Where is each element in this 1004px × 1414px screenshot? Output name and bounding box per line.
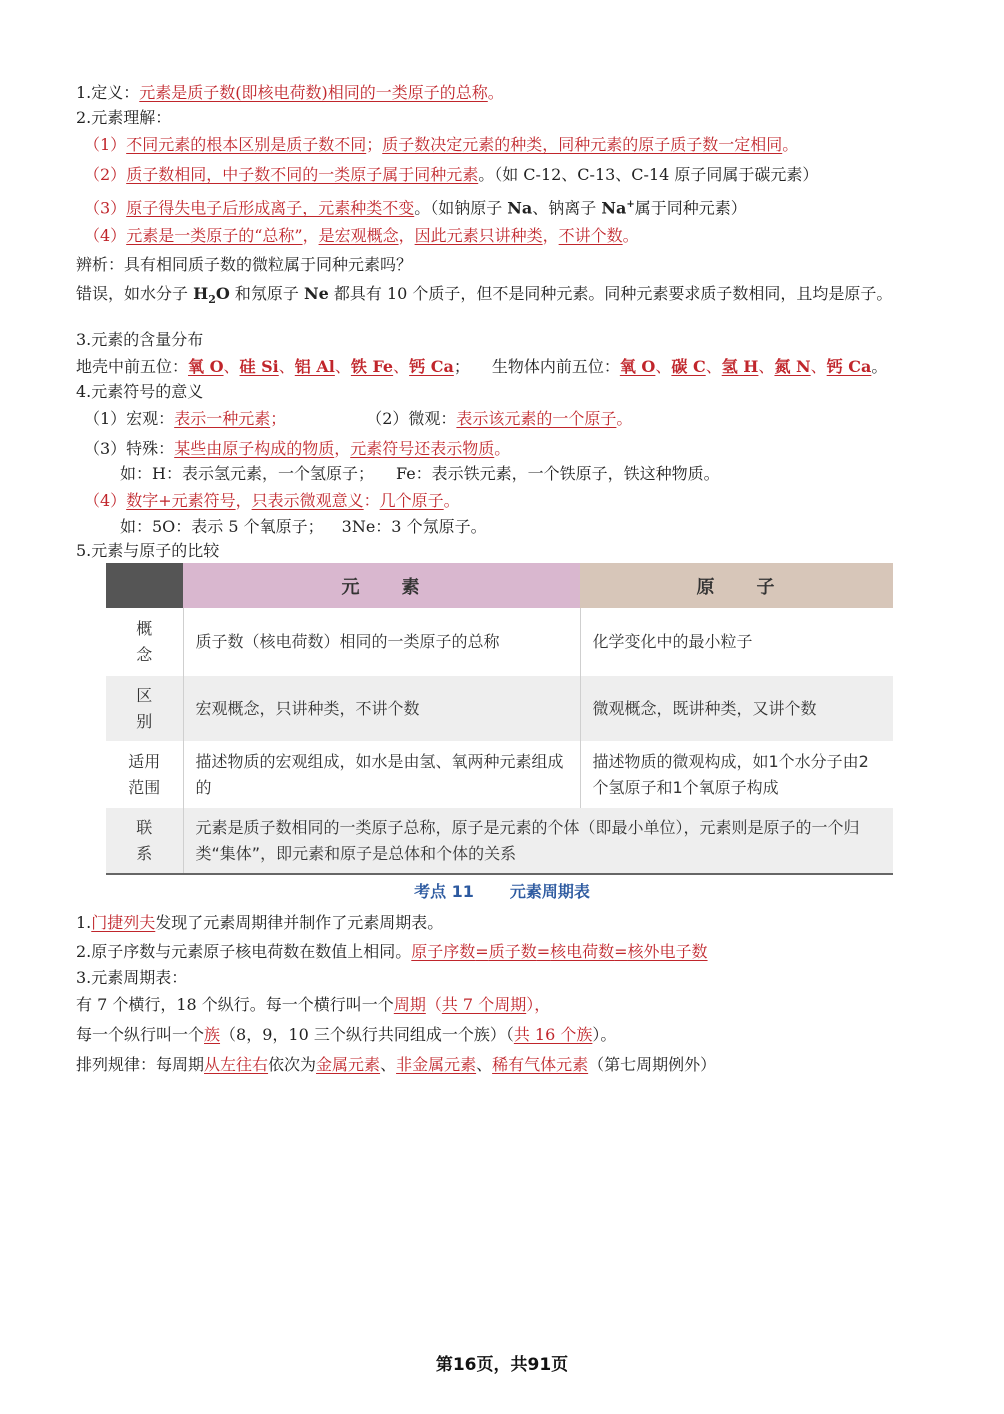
line-rest: 发现了元素周期律并制作了元素周期表。	[155, 913, 444, 932]
periodic-line-5	[76, 1024, 616, 1046]
item-number: （1）	[84, 135, 127, 154]
mendeleev: 门捷列夫	[91, 913, 156, 932]
sep: ，	[398, 226, 415, 245]
eq-sign: =	[614, 942, 628, 961]
semicolon: ；	[453, 357, 470, 376]
line-number: 1.	[76, 913, 92, 932]
atom-cell: 微观概念，既讲种类，又讲个数	[580, 676, 893, 741]
page-footer: 第16页，共91页	[435, 1355, 569, 1375]
item-2-rest: 。（如 C-12、C-13、C-14 原子同属于碳元素）	[478, 165, 819, 184]
symbol-item-4	[84, 490, 460, 512]
metal: 金属元素	[316, 1055, 381, 1074]
exception-note: （第七周期例外）	[588, 1055, 717, 1074]
answer-part-a: 错误，如水分子	[76, 284, 194, 303]
section-name: 元素周期表	[509, 882, 590, 901]
label-line: 适用	[128, 751, 161, 771]
bio-label: 生物体内前五位：	[491, 357, 620, 376]
eq-term: 质子数	[488, 942, 537, 961]
line-prefix: 每一个纵行叫一个	[76, 1025, 205, 1044]
periodic-line-4	[76, 994, 550, 1016]
sep: 、	[334, 357, 351, 376]
label-line: 概	[136, 619, 153, 638]
water-subscript: 2	[208, 293, 216, 307]
element-cell: 宏观概念，只讲种类，不讲个数	[183, 676, 580, 741]
abundance-line	[76, 356, 887, 378]
table-row	[106, 741, 893, 808]
example-3ne: 3Ne：3 个氖原子。	[341, 517, 487, 536]
symbol-special	[84, 438, 510, 460]
macro-text: 表示一种元素	[174, 409, 271, 428]
bio-item: 氧 O	[619, 357, 656, 376]
paren: ），	[526, 995, 551, 1014]
eq-sign: =	[475, 942, 489, 961]
sep: 、	[223, 357, 240, 376]
sep: ；	[270, 409, 287, 428]
relation-cell: 元素是质子数相同的一类原子总称，原子是元素的个体（即最小单位），元素则是原子的一个归类“集体”，即元素和原子是总体和个体的关系	[183, 808, 893, 873]
sep: 、	[705, 357, 722, 376]
row-label	[106, 808, 183, 873]
sep: 、	[476, 1055, 493, 1074]
connector: 依次为	[268, 1055, 317, 1074]
neon-symbol: Ne	[304, 284, 329, 303]
understanding-item-3	[84, 194, 747, 219]
crust-label: 地壳中前五位：	[76, 357, 189, 376]
periodic-line-2	[76, 941, 708, 963]
nonmetal: 非金属元素	[396, 1055, 477, 1074]
water-o: O	[215, 284, 230, 303]
understanding-title: 2.元素理解：	[76, 108, 172, 127]
label-line: 念	[136, 645, 153, 664]
symbol-example-1	[120, 463, 720, 485]
ion-charge: +	[626, 199, 635, 210]
table-row	[106, 608, 893, 676]
eq-term: 核外电子数	[627, 942, 708, 961]
item-number: （3）	[84, 198, 127, 218]
item-4-part-c: 因此元素只讲种类	[414, 226, 543, 245]
header-atom: 原 子	[580, 563, 893, 608]
item-3-rest3: 属于同种元素）	[634, 198, 747, 218]
item-4-part-b: 是宏观概念	[318, 226, 399, 245]
definition-prefix: 1.定义：	[76, 83, 140, 102]
item-2-part-a: 质子数相同，中子数不同的一类原子属于同种元素	[126, 165, 479, 184]
label-line: 范围	[128, 777, 161, 797]
item-number: （4）	[84, 491, 127, 510]
understanding-item-4	[84, 225, 639, 247]
micro-text: 表示该元素的一个原子	[456, 409, 617, 428]
label-line: 别	[136, 711, 153, 731]
eq-term: 原子序数	[411, 942, 476, 961]
special-part-a: 某些由原子构成的物质	[174, 439, 335, 458]
item-4-part-a: 元素是一类原子的“总称”	[126, 226, 303, 245]
line-prefix: 排列规律：每周期	[76, 1055, 205, 1074]
sep: ：	[363, 491, 380, 510]
discrimination-answer	[76, 283, 892, 311]
item-4-end: 。	[622, 226, 639, 245]
row-label	[106, 741, 183, 808]
group-count: 共 16 个族	[513, 1025, 593, 1044]
group-note: （8，9，10 三个纵行共同组成一个族）（	[220, 1025, 514, 1044]
item-3-rest1: 。（如钠原子	[414, 198, 508, 218]
crust-item: 钙 Ca	[409, 357, 454, 376]
sep: 、	[278, 357, 295, 376]
section-title	[0, 881, 1004, 903]
item-1-sep: ；	[366, 135, 383, 154]
header-corner	[106, 563, 183, 608]
item-4-part-d: 不讲个数	[558, 226, 623, 245]
section-number: 考点 11	[414, 882, 474, 901]
table-row	[106, 676, 893, 741]
sep: 、	[380, 1055, 397, 1074]
micro-label: （2）微观：	[366, 409, 457, 428]
eq-term: 核电荷数	[550, 942, 615, 961]
periodic-line-1	[76, 912, 443, 934]
paren: （	[425, 995, 442, 1014]
end: 。	[443, 491, 460, 510]
label-line: 系	[136, 843, 153, 863]
label-line: 区	[136, 685, 153, 705]
crust-item: 氧 O	[188, 357, 224, 376]
table-header-row	[106, 563, 893, 608]
bio-item: 碳 C	[671, 357, 706, 376]
sep: 、	[810, 357, 827, 376]
element-cell: 描述物质的宏观组成，如水是由氢、氧两种元素组成的	[183, 741, 580, 808]
item-1-part-a: 不同元素的根本区别是质子数不同	[126, 135, 367, 154]
macro-label: （1）宏观：	[84, 409, 175, 428]
special-part-b: 元素符号还表示物质	[350, 439, 495, 458]
sep: 、	[393, 357, 410, 376]
sep: ，	[542, 226, 559, 245]
answer-part-b: 和氖原子	[229, 284, 304, 303]
comparison-table	[106, 563, 893, 873]
example-fe: Fe：表示铁元素，一个铁原子，铁这种物质。	[395, 464, 720, 483]
item-number: （4）	[84, 226, 127, 245]
item-4-c: 几个原子	[379, 491, 444, 510]
example-5o: 如：5O：表示 5 个氧原子；	[120, 517, 324, 536]
item-4-b: 只表示微观意义	[251, 491, 364, 510]
atom-cell: 化学变化中的最小粒子	[580, 608, 893, 676]
period-term: 周期	[393, 995, 426, 1014]
water-h: H	[193, 284, 209, 303]
line-prefix: 2.原子序数与元素原子核电荷数在数值上相同。	[76, 942, 412, 961]
sep: ，	[235, 491, 252, 510]
definition-text: 元素是质子数(即核电荷数)相同的一类原子的总称	[139, 83, 488, 102]
understanding-item-2	[84, 164, 818, 186]
bio-item: 钙 Ca	[826, 357, 872, 376]
special-label: （3）特殊：	[84, 439, 175, 458]
header-element: 元 素	[183, 563, 580, 608]
direction: 从左往右	[204, 1055, 269, 1074]
end: 。	[616, 409, 633, 428]
example-h: 如：H：表示氢元素，一个氢原子；	[120, 464, 374, 483]
end: 。	[871, 357, 888, 376]
symbol-example-2	[120, 516, 487, 538]
sep: ，	[302, 226, 319, 245]
crust-item: 铝 Al	[294, 357, 335, 376]
discrimination-question: 辨析：具有相同质子数的微粒属于同种元素吗？	[76, 255, 413, 274]
abundance-title: 3.元素的含量分布	[76, 330, 204, 349]
comparison-title: 5.元素与原子的比较	[76, 541, 220, 560]
sodium-ion-symbol: Na	[601, 198, 627, 218]
bio-item: 氢 H	[721, 357, 759, 376]
item-3-rest2: 、钠离子	[532, 198, 602, 218]
crust-item: 铁 Fe	[350, 357, 394, 376]
definition-line	[76, 82, 504, 104]
sodium-symbol: Na	[507, 198, 533, 218]
table-bottom-rule	[106, 873, 893, 875]
paren: ）。	[592, 1025, 617, 1044]
label-line: 联	[136, 817, 153, 837]
sep: 、	[758, 357, 775, 376]
item-1-end: 。	[782, 135, 799, 154]
understanding-item-1	[84, 134, 798, 156]
item-3-part-a: 原子得失电子后形成离子，元素种类不变	[126, 198, 415, 218]
period-count: 共 7 个周期	[441, 995, 527, 1014]
item-4-a: 数字+元素符号	[126, 491, 236, 510]
symbol-macro-micro	[84, 408, 632, 430]
line-prefix: 有 7 个横行，18 个纵行。每一个横行叫一个	[76, 995, 394, 1014]
definition-end: 。	[487, 83, 504, 102]
atom-cell: 描述物质的微观构成，如1个水分子由2个氢原子和1个氧原子构成	[580, 741, 893, 808]
row-label	[106, 676, 183, 741]
group-term: 族	[204, 1025, 221, 1044]
sep: ，	[334, 439, 351, 458]
answer-part-c: 都具有 10 个质子，但不是同种元素。同种元素要求质子数相同，且均是原子。	[328, 284, 893, 303]
noble-gas: 稀有气体元素	[492, 1055, 589, 1074]
periodic-line-6	[76, 1054, 716, 1076]
sep: 、	[655, 357, 672, 376]
end: 。	[494, 439, 511, 458]
item-1-part-b: 质子数决定元素的种类，同种元素的原子质子数一定相同	[382, 135, 783, 154]
bio-item: 氮 N	[774, 357, 811, 376]
table-row	[106, 808, 893, 873]
symbol-meaning-title: 4.元素符号的意义	[76, 382, 204, 401]
element-cell: 质子数（核电荷数）相同的一类原子的总称	[183, 608, 580, 676]
periodic-line-3: 3.元素周期表：	[76, 968, 188, 987]
crust-item: 硅 Si	[239, 357, 279, 376]
eq-sign: =	[536, 942, 551, 961]
item-number: （2）	[84, 165, 127, 184]
row-label	[106, 608, 183, 676]
